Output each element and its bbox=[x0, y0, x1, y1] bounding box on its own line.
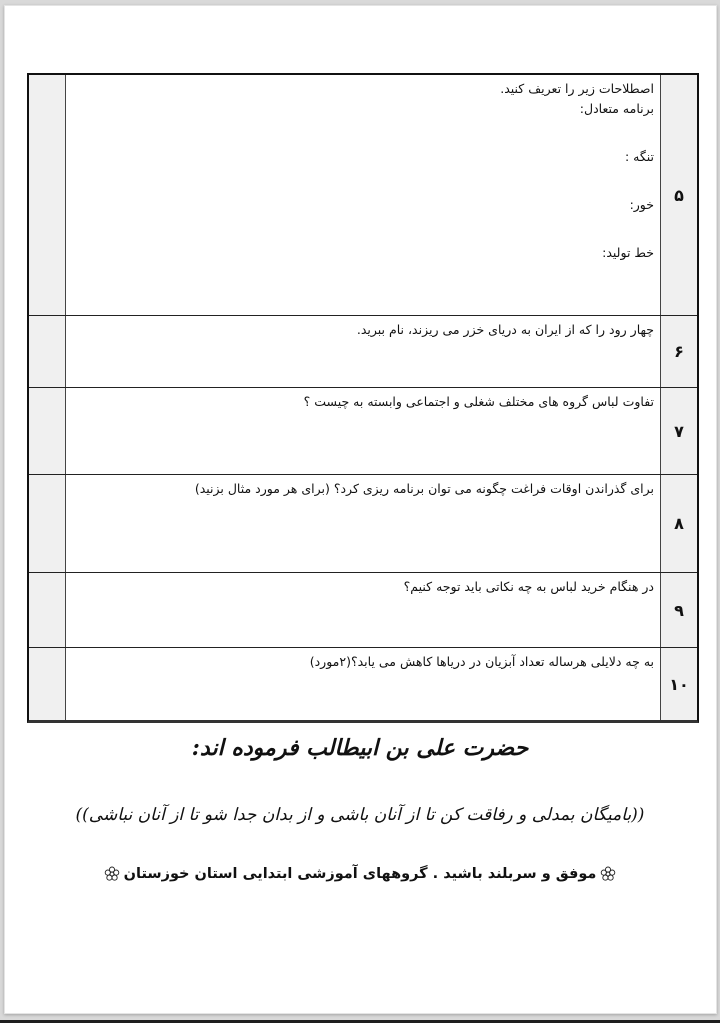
question-text: برای گذراندن اوقات فراغت چگونه می توان برنامه ریزی کرد؟ (برای هر مورد مثال بزنید) bbox=[194, 481, 654, 496]
question-text: اصطلاحات زیر را تعریف کنید. bbox=[500, 81, 654, 96]
score-cell bbox=[29, 648, 66, 720]
term-production-line: خط تولید: bbox=[602, 245, 654, 260]
question-content bbox=[66, 75, 660, 315]
question-row-7 bbox=[29, 388, 697, 475]
question-number: ۸ bbox=[660, 475, 697, 572]
question-number: ۵ bbox=[660, 75, 697, 315]
score-cell bbox=[29, 316, 66, 387]
question-number: ۷ bbox=[660, 388, 697, 474]
term-estuary: خور: bbox=[629, 197, 654, 212]
question-text: چهار رود را که از ایران به دریای خزر می ریزند، نام ببرید. bbox=[356, 322, 654, 337]
score-cell bbox=[29, 573, 66, 647]
term-balanced-program: برنامه متعادل: bbox=[579, 101, 654, 116]
footer-text: موفق و سربلند باشید . گروههای آموزشی ابتدایی استان خوزستان bbox=[123, 866, 597, 882]
question-row-9 bbox=[29, 573, 697, 648]
question-text: به چه دلایلی هرساله تعداد آبزیان در دریاها کاهش می یابد؟(۲مورد) bbox=[309, 654, 654, 669]
question-row-8 bbox=[29, 475, 697, 573]
term-strait: تنگه : bbox=[624, 149, 654, 164]
footer bbox=[0, 866, 720, 882]
question-text: تفاوت لباس گروه های مختلف شغلی و اجتماعی وابسته به چیست ؟ bbox=[303, 394, 654, 409]
question-number: ۱۰ bbox=[660, 648, 697, 720]
document-page bbox=[4, 5, 717, 1014]
question-content bbox=[66, 475, 660, 572]
quote-text: ((بامیگان بمدلی و رفاقت کن تا از آنان باشی و از بدان جدا شو تا از آنان نباشی)) bbox=[75, 805, 645, 825]
flower-icon bbox=[104, 866, 120, 882]
score-cell bbox=[29, 388, 66, 474]
question-number: ۶ bbox=[660, 316, 697, 387]
quote-title: حضرت علی بن ابیطالب فرموده اند: bbox=[191, 735, 529, 761]
question-row-6 bbox=[29, 316, 697, 388]
flower-icon bbox=[600, 866, 616, 882]
question-number: ۹ bbox=[660, 573, 697, 647]
question-content bbox=[66, 573, 660, 647]
question-content bbox=[66, 388, 660, 474]
question-row-5 bbox=[29, 75, 697, 316]
score-cell bbox=[29, 75, 66, 315]
question-content bbox=[66, 316, 660, 387]
score-cell bbox=[29, 475, 66, 572]
question-row-10 bbox=[29, 648, 697, 720]
questions-table bbox=[27, 73, 699, 723]
question-text: در هنگام خرید لباس به چه نکاتی باید توجه کنیم؟ bbox=[403, 579, 654, 594]
question-content bbox=[66, 648, 660, 720]
